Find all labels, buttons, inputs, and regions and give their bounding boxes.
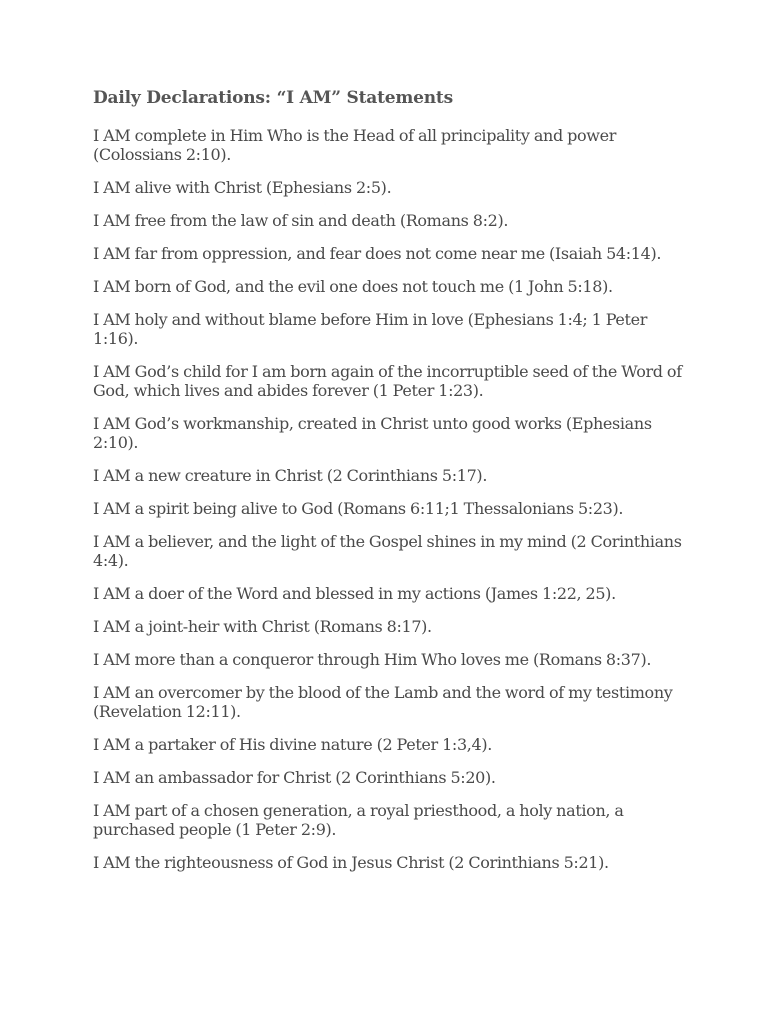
declaration-item: I AM alive with Christ (Ephesians 2:5). (93, 178, 392, 197)
declaration-item: I AM far from oppression, and fear does not come near me (Isaiah 54:14). (93, 244, 662, 263)
declaration-item: I AM part of a chosen generation, a royal priesthood, a holy nation, a purchased people (1 Peter 2:9). (93, 801, 624, 839)
declaration-item: I AM the righteousness of God in Jesus Christ (2 Corinthians 5:21). (93, 853, 609, 872)
declaration-item: I AM born of God, and the evil one does not touch me (1 John 5:18). (93, 277, 613, 296)
declaration-item: I AM an ambassador for Christ (2 Corinthians 5:20). (93, 768, 496, 787)
declaration-item: I AM a new creature in Christ (2 Corinthians 5:17). (93, 466, 488, 485)
declaration-item: I AM a joint-heir with Christ (Romans 8:17). (93, 617, 432, 636)
document-title: Daily Declarations: “I AM” Statements (93, 88, 453, 108)
declaration-item: I AM free from the law of sin and death (Romans 8:2). (93, 211, 509, 230)
declaration-item: I AM a spirit being alive to God (Romans 6:11;1 Thessalonians 5:23). (93, 499, 624, 518)
declaration-item: I AM holy and without blame before Him in love (Ephesians 1:4; 1 Peter 1:16). (93, 310, 648, 348)
declaration-item: I AM more than a conqueror through Him Who loves me (Romans 8:37). (93, 650, 652, 669)
declaration-item: I AM an overcomer by the blood of the Lamb and the word of my testimony (Revelation 12:11). (93, 683, 673, 721)
declaration-item: I AM God’s workmanship, created in Christ unto good works (Ephesians 2:10). (93, 414, 652, 452)
declaration-item: I AM complete in Him Who is the Head of all principality and power (Colossians 2:10). (93, 126, 617, 164)
document-page (93, 86, 693, 886)
declaration-item: I AM a believer, and the light of the Gospel shines in my mind (2 Corinthians 4:4). (93, 532, 682, 570)
declaration-item: I AM God’s child for I am born again of the incorruptible seed of the Word of God, which lives and abides forever (1 Peter 1:23). (93, 362, 682, 400)
declaration-item: I AM a partaker of His divine nature (2 Peter 1:3,4). (93, 735, 492, 754)
declaration-item: I AM a doer of the Word and blessed in my actions (James 1:22, 25). (93, 584, 616, 603)
